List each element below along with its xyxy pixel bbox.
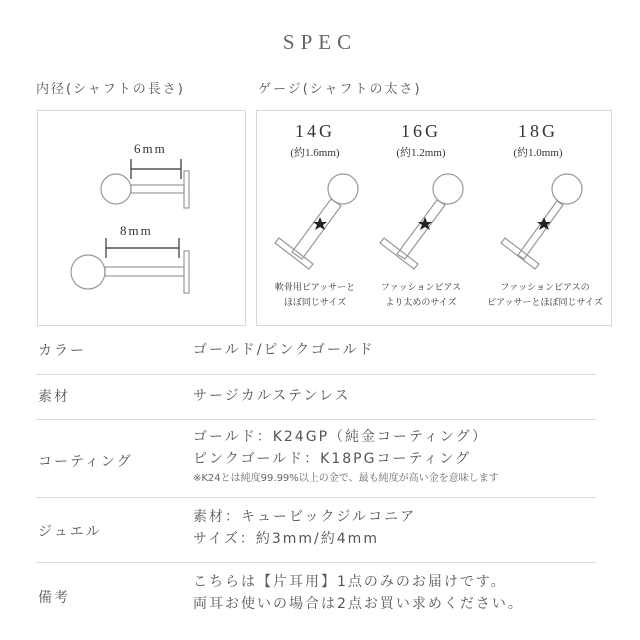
gauge-note-14g — [255, 281, 375, 311]
value-line: ゴールド/ピンクゴールド — [193, 342, 375, 358]
gauge-mm: (約1.0mm) — [513, 147, 563, 159]
row-label: カラー — [38, 343, 86, 359]
gauge-value: 16G — [401, 121, 441, 141]
spec-row-material — [36, 385, 596, 407]
spec-row-color — [36, 340, 596, 362]
gauge-section-label: ゲージ(シャフトの太さ) — [258, 82, 422, 97]
gauge-diagram-box — [256, 110, 612, 326]
length-section-label: 内径(シャフトの長さ) — [36, 82, 185, 97]
gauge-mm: (約1.2mm) — [396, 147, 446, 159]
gauge-14g — [260, 121, 370, 160]
note-line: 軟骨用ピアッサーと — [274, 283, 356, 293]
note-line: ファッションピアスの — [500, 283, 590, 293]
gauge-note-16g — [361, 281, 481, 311]
row-label: 素材 — [38, 389, 70, 405]
row-value — [193, 385, 351, 407]
row-value — [193, 426, 499, 488]
row-label: 備考 — [38, 590, 70, 606]
note-line: ほぼ同じサイズ — [283, 298, 347, 308]
divider — [36, 562, 596, 563]
length-diagram-box — [37, 110, 246, 326]
length-label-8mm: 8mm — [120, 223, 153, 238]
value-note: ※K24とは純度99.99%以上の金で、最も純度が高い金を意味します — [193, 473, 499, 484]
ball-icon — [71, 255, 105, 289]
value-line: 両耳お使いの場合は2点お買い求めください。 — [193, 596, 524, 612]
ball-icon — [101, 174, 131, 204]
divider — [36, 374, 596, 375]
star-icon — [418, 217, 432, 230]
row-value — [193, 339, 375, 361]
row-label: コーティング — [38, 454, 133, 470]
spec-row-remarks — [36, 571, 596, 615]
value-line: 素材：キュービックジルコニア — [193, 509, 417, 525]
row-value — [193, 571, 524, 615]
gauge-note-18g — [479, 281, 611, 311]
spec-row-coating — [36, 426, 596, 492]
value-line: サイズ：約3mm/約4mm — [193, 531, 379, 547]
gauge-value: 18G — [518, 121, 558, 141]
gauge-16g — [366, 121, 476, 160]
gauge-value: 14G — [295, 121, 335, 141]
divider — [36, 497, 596, 498]
length-label-6mm: 6mm — [134, 141, 167, 156]
gauge-18g — [483, 121, 593, 160]
spec-row-jewel — [36, 506, 596, 550]
value-line: ゴールド：K24GP（純金コーティング） — [193, 429, 489, 445]
divider — [36, 419, 596, 420]
value-line: こちらは【片耳用】1点のみのお届けです。 — [193, 574, 507, 590]
gauge-mm: (約1.6mm) — [290, 147, 340, 159]
note-line: ファッションピアス — [380, 283, 462, 293]
value-line: ピンクゴールド：K18PGコーティング — [193, 451, 472, 467]
note-line: より太めのサイズ — [385, 298, 457, 308]
note-line: ピアッサーとほぼ同じサイズ — [487, 298, 603, 308]
star-icon — [537, 217, 551, 230]
page-title: SPEC — [282, 30, 358, 54]
row-label: ジュエル — [38, 524, 102, 540]
value-line: サージカルステンレス — [193, 388, 351, 404]
row-value — [193, 506, 416, 550]
